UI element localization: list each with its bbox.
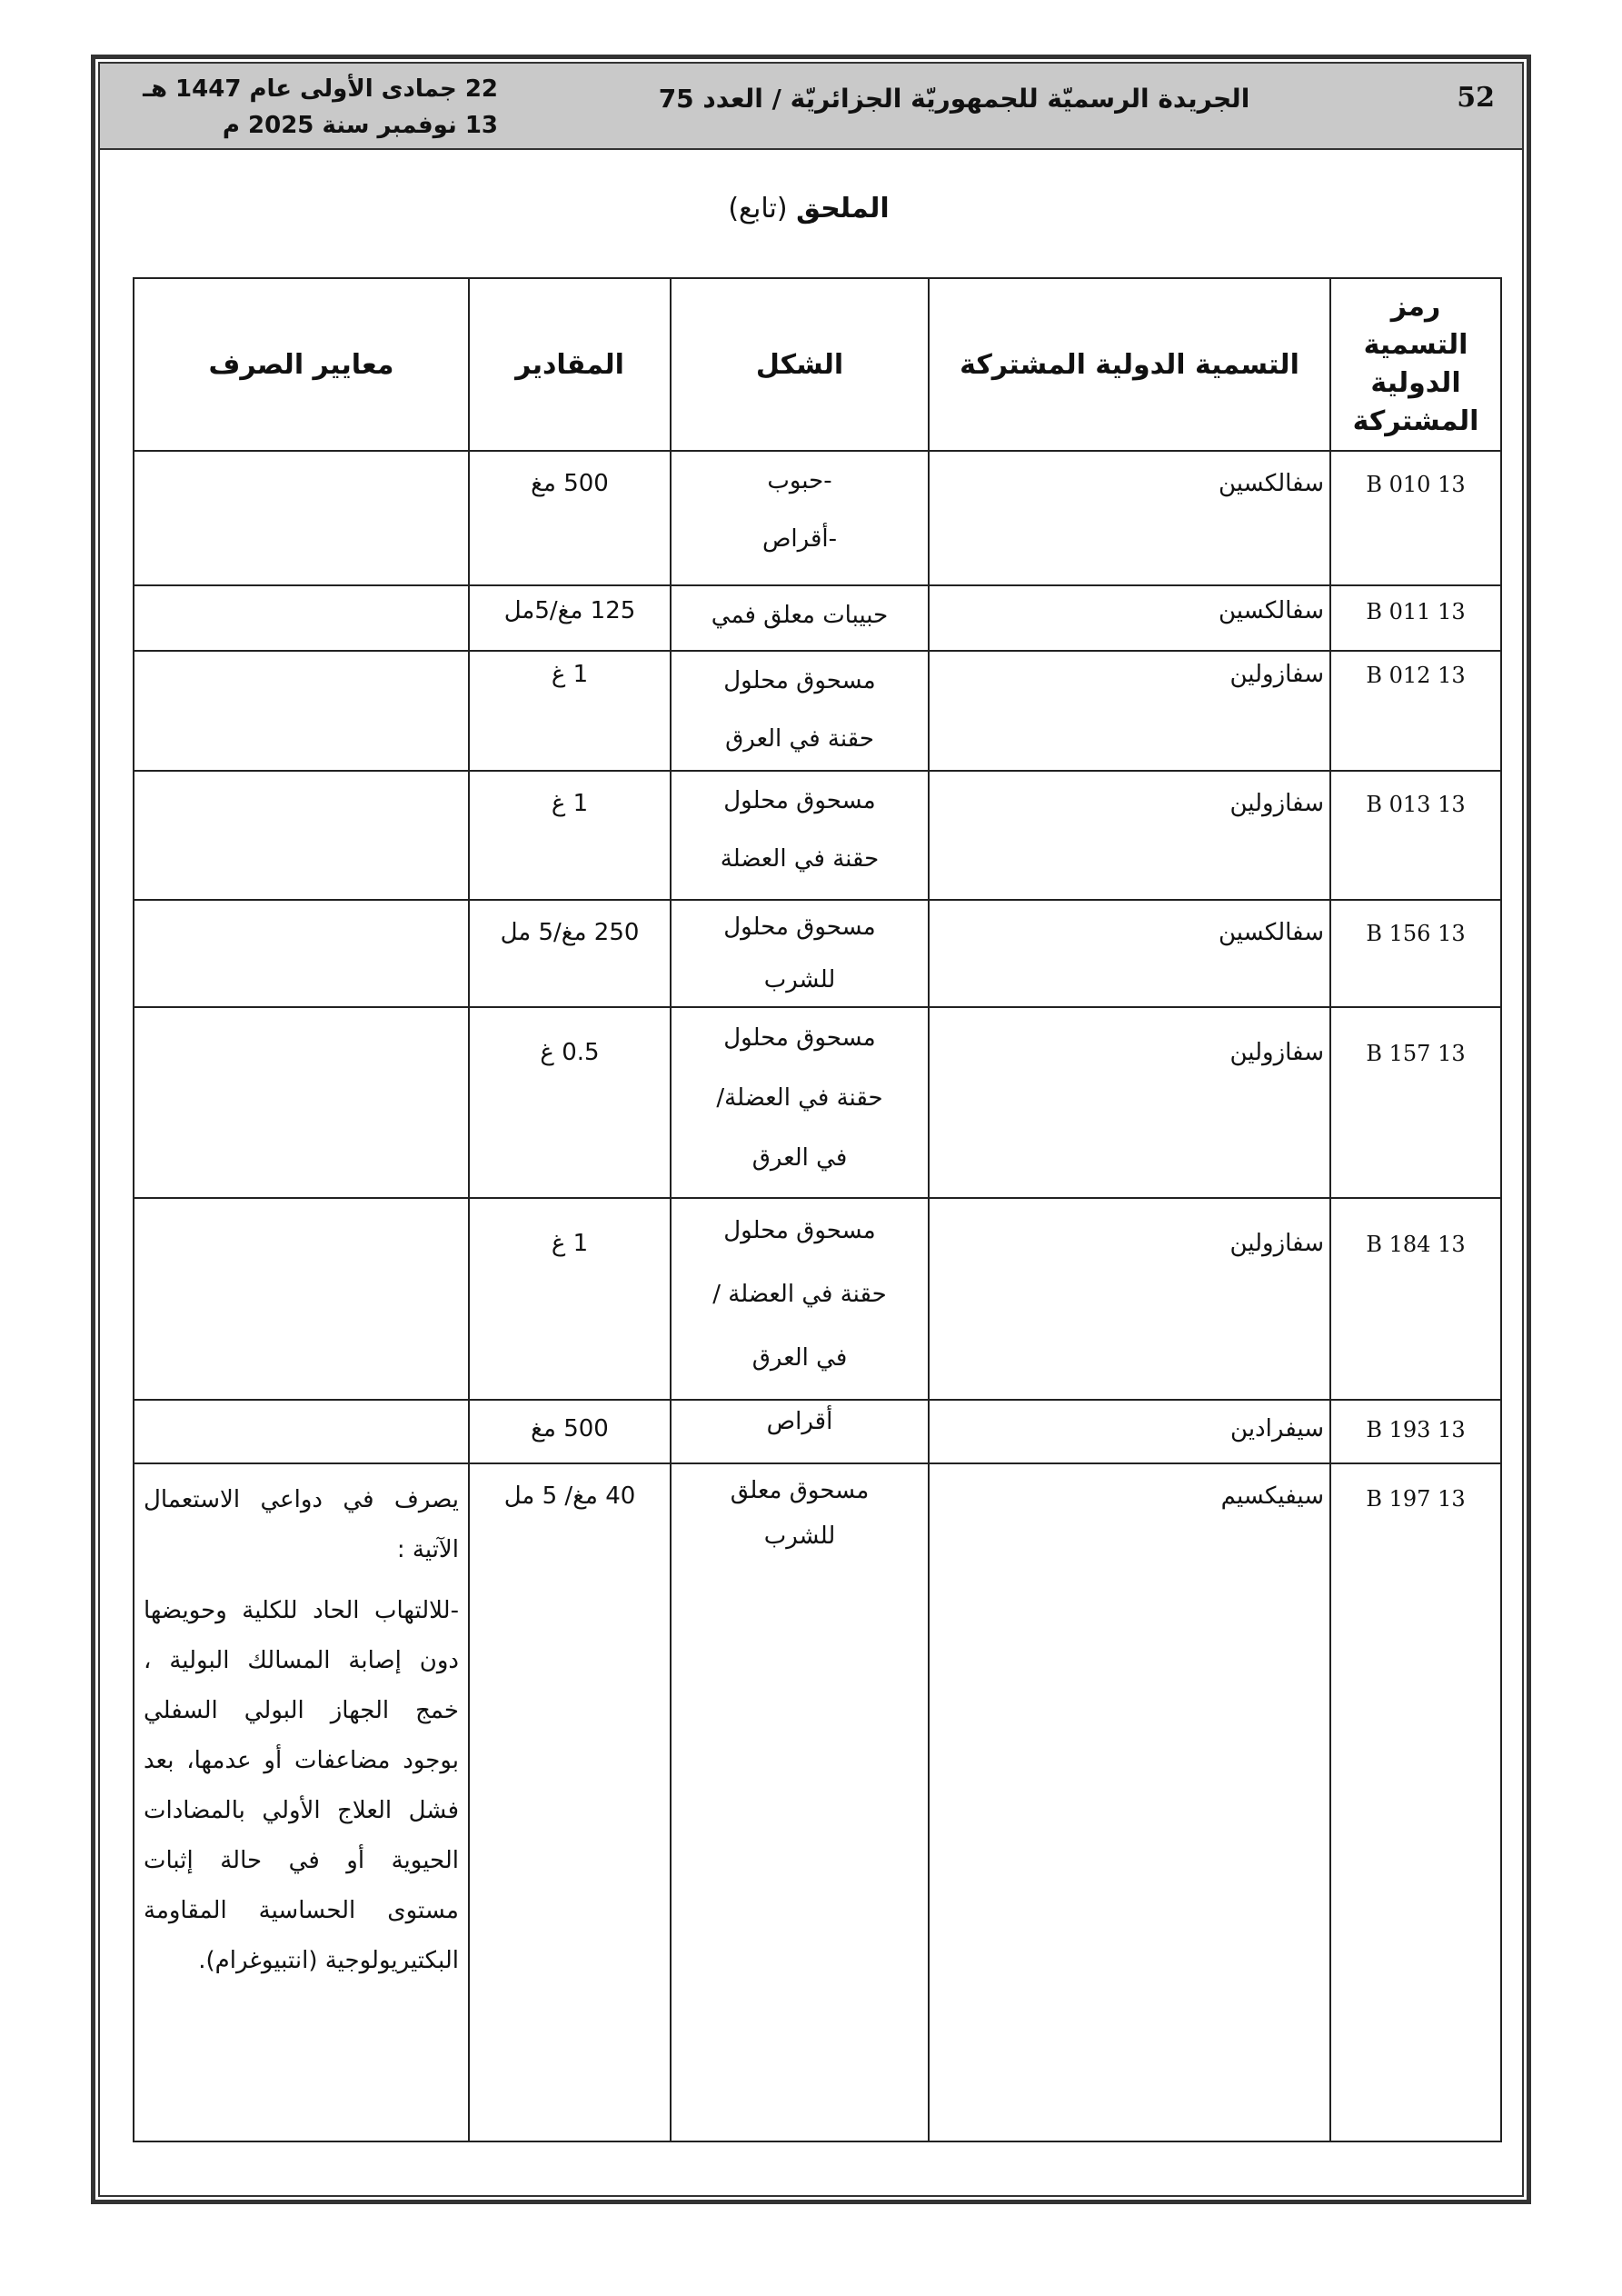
row-code: 13 B 012 bbox=[1330, 651, 1501, 771]
row-dose: 1 غ bbox=[469, 1198, 671, 1400]
header-criteria: معايير الصرف bbox=[134, 278, 469, 451]
table-row bbox=[134, 900, 1501, 1007]
row-dose: 1 غ bbox=[469, 651, 671, 771]
form-line: حقنة في العضلة bbox=[720, 845, 880, 873]
row-criteria bbox=[134, 1463, 469, 2141]
header-code: رمز التسمية الدولية المشتركة bbox=[1330, 278, 1501, 451]
row-criteria bbox=[134, 651, 469, 771]
row-criteria bbox=[134, 1198, 469, 1400]
table-row bbox=[134, 585, 1501, 651]
medicines-table bbox=[133, 277, 1502, 2142]
form-line: مسحوق محلول bbox=[723, 667, 876, 694]
table-header-row bbox=[134, 278, 1501, 451]
row-code: 13 B 184 bbox=[1330, 1198, 1501, 1400]
row-criteria bbox=[134, 771, 469, 900]
annex-heading bbox=[545, 193, 1072, 225]
form-line: للشرب bbox=[763, 966, 836, 993]
row-code: 13 B 157 bbox=[1330, 1007, 1501, 1198]
row-criteria bbox=[134, 1400, 469, 1463]
row-name: سفالكسين bbox=[929, 900, 1330, 1007]
row-form bbox=[671, 1007, 929, 1198]
criteria-text: -للالتهاب الحاد للكلية وحويضها دون إصابة المسالك البولية ، خمج الجهاز البولي السفلي بوجود مضاعفات أو عدمها، بعد فشل العلاج الأولي بالمضادات الحيوية أو في حالة إثبات مستوى الحساسية المقاومة البكتيريولوجية (انتبيوغرام). bbox=[144, 1597, 459, 1974]
table-row bbox=[134, 771, 1501, 900]
table-row bbox=[134, 451, 1501, 585]
row-dose: 0.5 غ bbox=[469, 1007, 671, 1198]
row-form bbox=[671, 771, 929, 900]
row-dose: 40 مغ/ 5 مل bbox=[469, 1463, 671, 2141]
header-dose: المقادير bbox=[469, 278, 671, 451]
form-line: في العرق bbox=[751, 1344, 848, 1372]
row-name: سيفرادين bbox=[929, 1400, 1330, 1463]
form-line: -أقراص bbox=[761, 525, 838, 553]
row-code: 13 B 156 bbox=[1330, 900, 1501, 1007]
row-name: سيفيكسيم bbox=[929, 1463, 1330, 2141]
row-code: 13 B 010 bbox=[1330, 451, 1501, 585]
row-dose: 250 مغ/5 مل bbox=[469, 900, 671, 1007]
form-line: -حبوب bbox=[767, 467, 832, 494]
date-hijri: 22 جمادى الأولى عام 1447 هـ bbox=[143, 75, 498, 103]
row-criteria bbox=[134, 585, 469, 651]
row-criteria bbox=[134, 451, 469, 585]
form-line: حبيبات معلق فمي bbox=[711, 602, 889, 629]
form-line: أقراص bbox=[766, 1408, 833, 1435]
table-row bbox=[134, 1198, 1501, 1400]
row-code: 13 B 013 bbox=[1330, 771, 1501, 900]
row-dose: 500 مغ bbox=[469, 451, 671, 585]
form-line: حقنة في العضلة / bbox=[712, 1281, 887, 1308]
page-header bbox=[100, 64, 1522, 150]
criteria-intro: يصرف في دواعي الاستعمال الآتية : bbox=[144, 1486, 459, 1563]
row-code: 13 B 193 bbox=[1330, 1400, 1501, 1463]
row-dose: 500 مغ bbox=[469, 1400, 671, 1463]
page-number: 52 bbox=[1457, 82, 1495, 114]
form-line: حقنة في العضلة/ bbox=[716, 1084, 883, 1112]
form-line: للشرب bbox=[763, 1522, 836, 1550]
row-criteria bbox=[134, 1007, 469, 1198]
row-name: سفازولين bbox=[929, 1007, 1330, 1198]
header-name: التسمية الدولية المشتركة bbox=[929, 278, 1330, 451]
table-row bbox=[134, 1400, 1501, 1463]
header-form: الشكل bbox=[671, 278, 929, 451]
annex-title: الملحق bbox=[796, 193, 890, 225]
row-form bbox=[671, 900, 929, 1007]
row-dose: 1 غ bbox=[469, 771, 671, 900]
form-line: مسحوق محلول bbox=[723, 787, 876, 814]
row-form bbox=[671, 451, 929, 585]
form-line: مسحوق محلول bbox=[723, 1217, 876, 1244]
row-form bbox=[671, 1463, 929, 2141]
row-dose: 125 مغ/5مل bbox=[469, 585, 671, 651]
gazette-title: الجريدة الرسميّة للجمهوريّة الجزائريّة / العدد 75 bbox=[658, 84, 1250, 114]
form-line: مسحوق محلول bbox=[723, 913, 876, 941]
row-form bbox=[671, 1198, 929, 1400]
form-line: مسحوق محلول bbox=[723, 1024, 876, 1052]
form-line: حقنة في العرق bbox=[725, 725, 874, 753]
row-form bbox=[671, 585, 929, 651]
annex-subtitle: (تابع) bbox=[728, 193, 788, 225]
table-row bbox=[134, 1007, 1501, 1198]
row-code: 13 B 197 bbox=[1330, 1463, 1501, 2141]
row-name: سفازولين bbox=[929, 1198, 1330, 1400]
table-row bbox=[134, 1463, 1501, 2141]
row-code: 13 B 011 bbox=[1330, 585, 1501, 651]
form-line: في العرق bbox=[751, 1144, 848, 1172]
issue-date bbox=[116, 71, 498, 144]
row-criteria bbox=[134, 900, 469, 1007]
date-gregorian: 13 نوفمبر سنة 2025 م bbox=[222, 112, 498, 139]
row-name: سفالكسين bbox=[929, 585, 1330, 651]
row-name: سفازولين bbox=[929, 771, 1330, 900]
table-row bbox=[134, 651, 1501, 771]
row-form bbox=[671, 1400, 929, 1463]
row-form bbox=[671, 651, 929, 771]
form-line: مسحوق معلق bbox=[730, 1477, 870, 1504]
row-name: سفالكسين bbox=[929, 451, 1330, 585]
row-name: سفازولين bbox=[929, 651, 1330, 771]
